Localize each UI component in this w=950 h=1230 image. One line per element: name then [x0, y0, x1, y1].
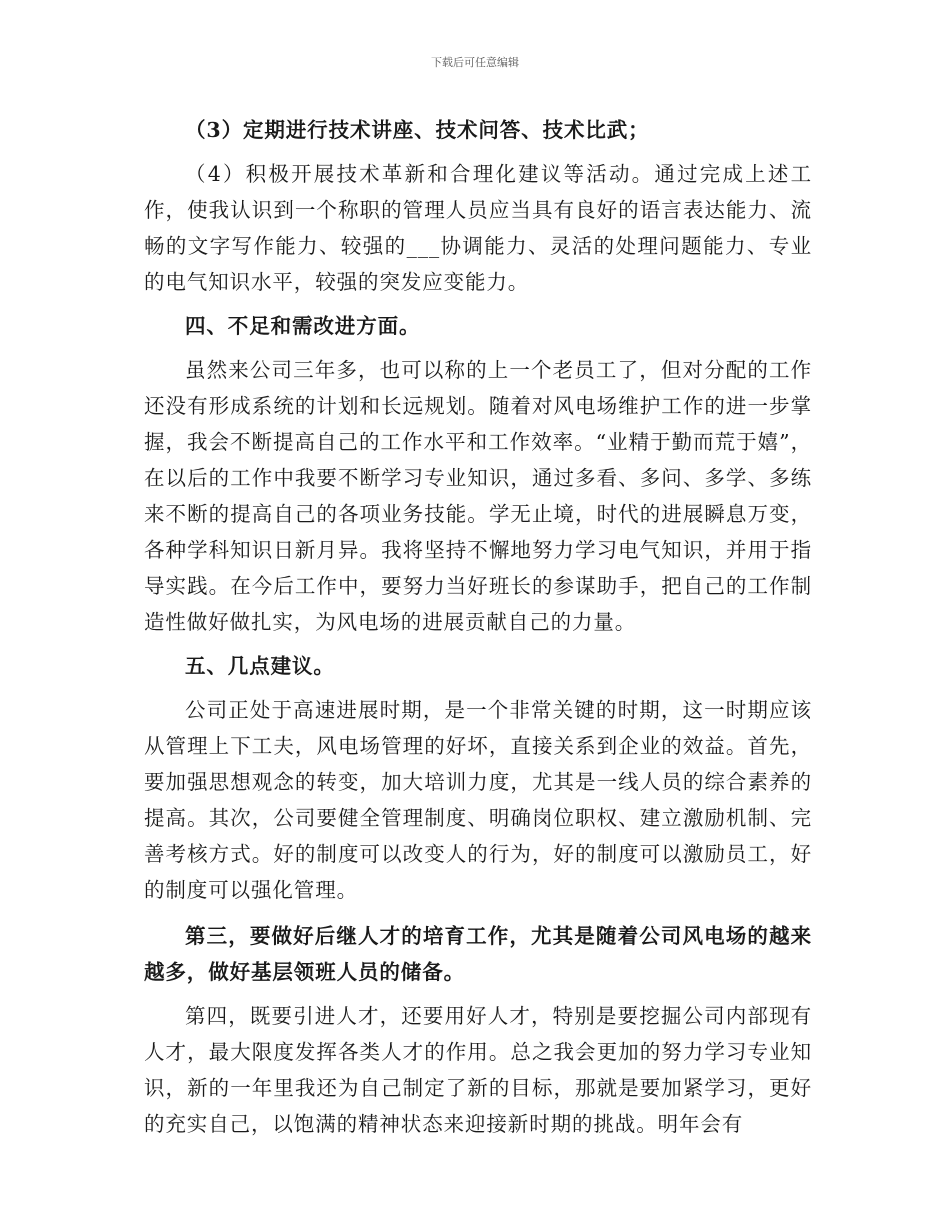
page-header: 下载后可任意编辑	[431, 56, 519, 69]
suggestion-3-paragraph: 第三，要做好后继人才的培育工作，尤其是随着公司风电场的越来越多，做好基层领班人员的储备。	[144, 924, 812, 984]
suggestion-4-paragraph: 第四，既要引进人才，还要用好人才，特别是要挖掘公司内部现有人才，最大限度发挥各类人才的作用。总之我会更加的努力学习专业知识，新的一年里我还为自己制定了新的目标，那就是要加紧学习，更好的充实自己，以饱满的精神状态来迎接新时期的挑战。明年会有	[144, 1004, 812, 1136]
section-heading-5: 五、几点建议。	[185, 654, 335, 678]
section-5-paragraph: 公司正处于高速进展时期，是一个非常关键的时期，这一时期应该从管理上下工夫，风电场管理的好坏，直接关系到企业的效益。首先，要加强思想观念的转变，加大培训力度，尤其是一线人员的综合素养的提高。其次，公司要健全管理制度、明确岗位职权、建立激励机制、完善考核方式。好的制度可以改变人的行为，好的制度可以激励员工，好的制度可以强化管理。	[144, 698, 812, 902]
list-item-4-paragraph: （4）积极开展技术革新和合理化建议等活动。通过完成上述工作，使我认识到一个称职的管理人员应当具有良好的语言表达能力、流畅的文字写作能力、较强的___协调能力、灵活的处理问题能力、专业的电气知识水平，较强的突发应变能力。	[144, 162, 812, 294]
section-heading-4: 四、不足和需改进方面。	[185, 314, 421, 338]
document-body	[144, 112, 812, 1142]
section-4-paragraph: 虽然来公司三年多，也可以称的上一个老员工了，但对分配的工作还没有形成系统的计划和长远规划。随着对风电场维护工作的进一步掌握，我会不断提高自己的工作水平和工作效率。“业精于勤而荒于嬉”，在以后的工作中我要不断学习专业知识，通过多看、多问、多学、多练来不断的提高自己的各项业务技能。学无止境，时代的进展瞬息万变，各种学科知识日新月异。我将坚持不懈地努力学习电气知识，并用于指导实践。在今后工作中，要努力当好班长的参谋助手，把自己的工作制造性做好做扎实，为风电场的进展贡献自己的力量。	[144, 358, 812, 634]
list-item-3: （3）定期进行技术讲座、技术问答、技术比武；	[185, 118, 650, 142]
